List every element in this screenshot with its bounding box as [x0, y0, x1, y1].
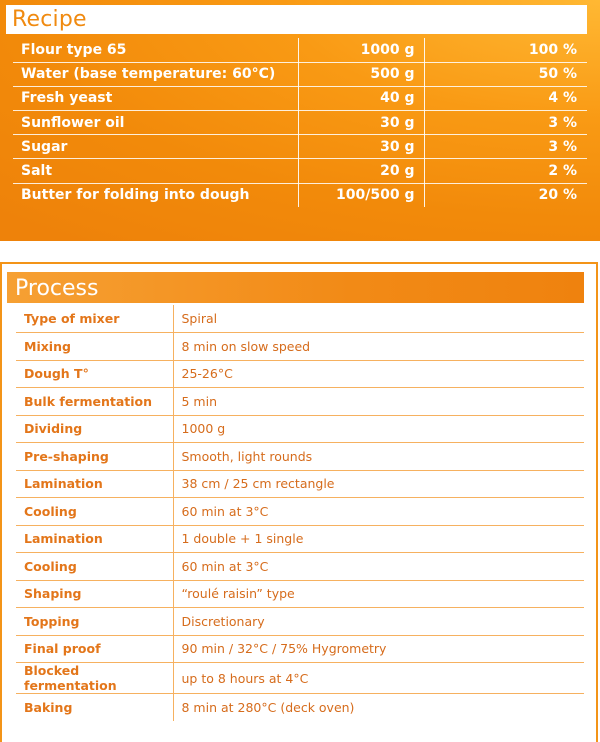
process-detail: “roulé raisin” type: [173, 580, 584, 608]
process-title-bar: [7, 272, 584, 303]
process-row: [16, 608, 584, 636]
process-table: [16, 305, 584, 721]
process-detail: 60 min at 3°C: [173, 498, 584, 526]
recipe-ingredient: Sunflower oil: [13, 111, 298, 135]
recipe-percent: 4 %: [424, 86, 587, 110]
recipe-row: [13, 111, 587, 135]
process-detail: 60 min at 3°C: [173, 553, 584, 581]
process-step: Cooling: [16, 498, 173, 526]
process-row: [16, 663, 584, 694]
process-row: [16, 360, 584, 388]
process-step: Dough T°: [16, 360, 173, 388]
process-step: Type of mixer: [16, 305, 173, 333]
recipe-title: Recipe: [12, 7, 87, 32]
process-row: [16, 694, 584, 722]
process-step: Blocked fermentation: [16, 663, 173, 694]
process-detail: 38 cm / 25 cm rectangle: [173, 470, 584, 498]
process-detail: 90 min / 32°C / 75% Hygrometry: [173, 635, 584, 663]
recipe-amount: 500 g: [298, 62, 424, 86]
process-step: Topping: [16, 608, 173, 636]
process-step: Shaping: [16, 580, 173, 608]
process-row: [16, 443, 584, 471]
process-step: Lamination: [16, 525, 173, 553]
process-detail: 8 min on slow speed: [173, 333, 584, 361]
recipe-ingredient: Water (base temperature: 60°C): [13, 62, 298, 86]
recipe-percent: 2 %: [424, 159, 587, 183]
process-row: [16, 498, 584, 526]
recipe-row: [13, 86, 587, 110]
process-detail: 8 min at 280°C (deck oven): [181, 700, 355, 715]
process-panel: [0, 262, 598, 742]
recipe-amount: 100/500 g: [298, 183, 424, 207]
recipe-percent: 50 %: [424, 62, 587, 86]
recipe-percent: 20 %: [538, 187, 577, 204]
process-detail: 25-26°C: [173, 360, 584, 388]
process-row: [16, 553, 584, 581]
process-row: [16, 415, 584, 443]
process-row: [16, 470, 584, 498]
recipe-table: [13, 38, 587, 207]
recipe-panel: [0, 0, 600, 241]
recipe-ingredient: Sugar: [13, 135, 298, 159]
recipe-amount: 20 g: [298, 159, 424, 183]
process-step: Baking: [16, 694, 173, 722]
process-step: Pre-shaping: [16, 443, 173, 471]
process-detail: 5 min: [173, 388, 584, 416]
process-step: Bulk fermentation: [16, 388, 173, 416]
recipe-percent: 3 %: [424, 111, 587, 135]
process-row: [16, 635, 584, 663]
recipe-row: [13, 38, 587, 62]
recipe-amount: 30 g: [298, 111, 424, 135]
process-step: Cooling: [16, 553, 173, 581]
process-row: [16, 580, 584, 608]
process-step: Dividing: [16, 415, 173, 443]
recipe-ingredient: Fresh yeast: [13, 86, 298, 110]
recipe-amount: 40 g: [298, 86, 424, 110]
process-row: [16, 333, 584, 361]
process-row: [16, 388, 584, 416]
process-detail: 1 double + 1 single: [173, 525, 584, 553]
process-title: Process: [15, 276, 99, 301]
process-detail: Discretionary: [173, 608, 584, 636]
recipe-ingredient: Salt: [13, 159, 298, 183]
recipe-percent: 100 %: [424, 38, 587, 62]
process-row: [16, 525, 584, 553]
process-detail: 1000 g: [173, 415, 584, 443]
recipe-row: [13, 135, 587, 159]
recipe-amount: 30 g: [298, 135, 424, 159]
process-detail: Smooth, light rounds: [173, 443, 584, 471]
recipe-title-bar: [6, 5, 587, 34]
recipe-row: [13, 159, 587, 183]
process-detail: up to 8 hours at 4°C: [173, 663, 584, 694]
recipe-row: [13, 62, 587, 86]
process-step: Final proof: [16, 635, 173, 663]
recipe-amount: 1000 g: [298, 38, 424, 62]
recipe-ingredient: Flour type 65: [13, 38, 298, 62]
process-step: Mixing: [16, 333, 173, 361]
recipe-percent: 3 %: [424, 135, 587, 159]
process-detail: Spiral: [173, 305, 584, 333]
recipe-ingredient: Butter for folding into dough: [13, 183, 298, 207]
process-step: Lamination: [16, 470, 173, 498]
process-row: [16, 305, 584, 333]
recipe-row: [13, 183, 587, 207]
